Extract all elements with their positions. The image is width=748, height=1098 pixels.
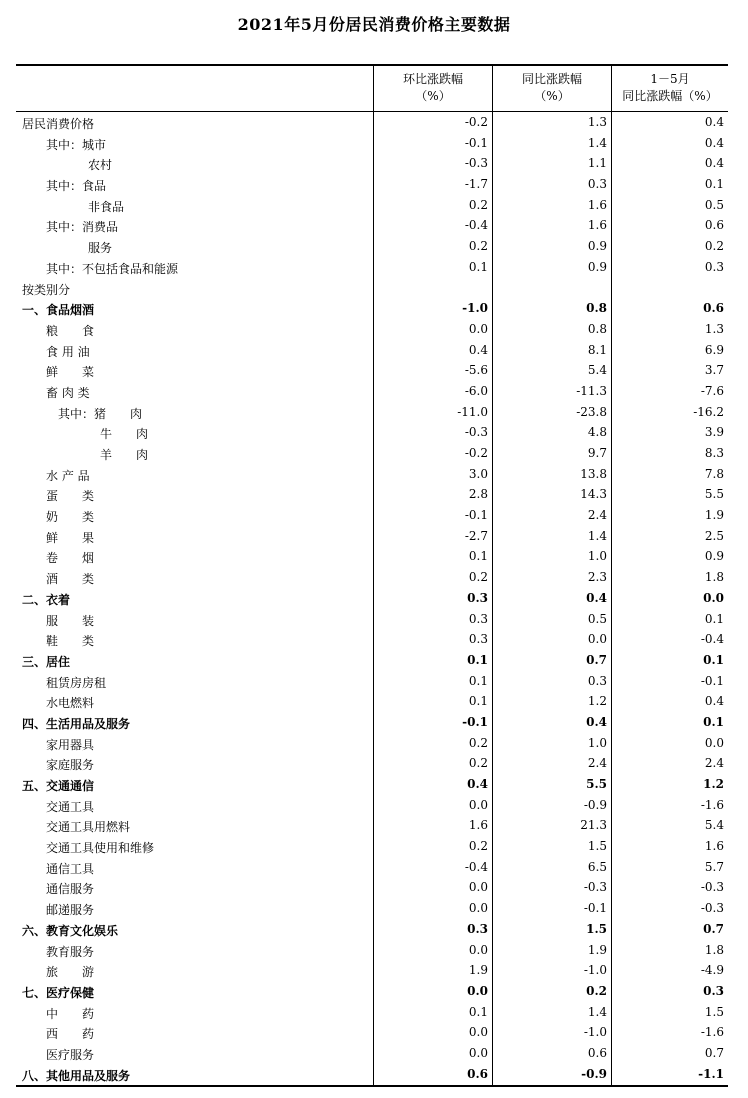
row-label: 五、交通通信: [22, 779, 95, 793]
cell-yoy: -0.1: [583, 901, 607, 916]
cell-mom: 0.1: [468, 549, 488, 564]
cell-ytd: 0.4: [704, 135, 724, 150]
table-body: [16, 112, 728, 1084]
row-label: 家用器具: [46, 737, 95, 752]
cell-mom: -2.7: [464, 528, 488, 543]
cell-ytd: -0.3: [700, 880, 724, 895]
cell-yoy: -23.8: [576, 404, 607, 419]
cell-mom: 0.0: [468, 1025, 488, 1040]
cell-ytd: -0.4: [700, 632, 724, 647]
cell-yoy: 2.4: [587, 756, 607, 771]
cell-mom: 0.2: [468, 735, 488, 750]
table-row: [16, 236, 728, 257]
cell-mom: 0.3: [468, 632, 488, 647]
cell-mom: -0.3: [464, 425, 488, 440]
table-header: [16, 66, 728, 112]
cell-yoy: 5.5: [586, 777, 607, 791]
cell-yoy: 5.4: [587, 363, 607, 378]
cell-yoy: 0.2: [586, 983, 607, 998]
cell-yoy: -1.0: [583, 963, 607, 978]
row-label: 通信工具: [46, 861, 95, 876]
cell-ytd: -1.6: [700, 797, 724, 812]
cell-ytd: 0.0: [704, 735, 724, 750]
table-row: [16, 1022, 728, 1043]
table-row: [16, 1043, 728, 1064]
row-label: 鞋 类: [46, 634, 95, 649]
cpi-table: [16, 64, 728, 1087]
row-label: 其中：猪 肉: [58, 406, 143, 421]
table-row: [16, 940, 728, 961]
cell-ytd: 0.6: [703, 301, 724, 316]
row-label: 羊 肉: [100, 448, 149, 462]
cell-ytd: 1.5: [704, 1004, 724, 1019]
table-row: [16, 567, 728, 588]
cell-ytd: -0.3: [700, 901, 724, 916]
cell-yoy: 1.4: [587, 528, 607, 543]
cell-yoy: 0.8: [586, 301, 607, 316]
cell-ytd: 1.2: [703, 777, 724, 791]
cell-mom: -1.7: [464, 177, 488, 192]
cell-mom: -0.1: [464, 135, 488, 150]
row-label: 牛 肉: [100, 427, 149, 442]
table-row: [16, 650, 728, 671]
row-label: 其中：食品: [46, 179, 107, 194]
cell-yoy: 0.0: [587, 632, 607, 647]
cell-yoy: 0.9: [587, 239, 607, 254]
cell-yoy: 0.3: [587, 673, 607, 688]
table-row: [16, 484, 728, 505]
table-row: [16, 278, 728, 299]
cell-ytd: 1.9: [704, 508, 724, 523]
table-row: [16, 857, 728, 878]
header-yoy-line2: （%）: [534, 89, 570, 103]
row-label: 水电燃料: [46, 696, 95, 711]
table-row: [16, 402, 728, 423]
cell-mom: 0.3: [468, 611, 488, 626]
cell-ytd: 0.1: [704, 611, 724, 626]
table-row: [16, 898, 728, 919]
cell-ytd: 1.8: [704, 942, 724, 957]
row-label: 家庭服务: [46, 758, 95, 773]
table-row: [16, 960, 728, 981]
cell-ytd: -4.9: [700, 963, 724, 978]
cell-mom: -1.0: [462, 301, 488, 316]
row-label: 七、医疗保健: [22, 985, 95, 1000]
cell-mom: 0.0: [468, 942, 488, 957]
row-label: 六、教育文化娱乐: [22, 923, 119, 938]
table-row: [16, 174, 728, 195]
cell-yoy: 0.8: [587, 321, 607, 336]
cell-mom: -11.0: [457, 404, 488, 419]
header-yoy-line1: 同比涨跌幅: [521, 72, 582, 86]
cell-ytd: 0.4: [704, 115, 724, 129]
row-label: 鲜 果: [46, 530, 95, 545]
cell-ytd: 0.1: [703, 652, 724, 667]
cell-mom: 0.1: [467, 652, 488, 667]
table-row: [16, 877, 728, 898]
header-mom-line2: （%）: [415, 89, 451, 103]
cell-mom: -0.2: [464, 446, 488, 460]
cell-mom: 0.2: [468, 756, 488, 771]
table-row: [16, 526, 728, 547]
cell-ytd: -16.2: [693, 404, 724, 419]
cell-ytd: 2.4: [704, 756, 724, 771]
table-row: [16, 836, 728, 857]
row-label: 服 装: [46, 613, 95, 628]
table-row: [16, 298, 728, 319]
header-yoy: [493, 71, 611, 105]
cell-ytd: 6.9: [704, 342, 724, 357]
cell-mom: 0.6: [467, 1066, 488, 1081]
cell-ytd: 5.5: [704, 487, 724, 502]
cell-yoy: 1.0: [587, 549, 607, 564]
cell-yoy: 1.1: [587, 156, 607, 171]
table-row: [16, 733, 728, 754]
cell-yoy: 9.7: [587, 446, 607, 460]
cell-ytd: 0.1: [704, 177, 724, 192]
table-row: [16, 381, 728, 402]
row-label: 按类别分: [22, 282, 71, 297]
cell-ytd: -0.1: [700, 673, 724, 688]
table-row: [16, 464, 728, 485]
table-row: [16, 340, 728, 361]
cell-ytd: 0.7: [703, 921, 724, 936]
cell-mom: 0.0: [468, 797, 488, 812]
cell-yoy: 14.3: [580, 487, 607, 502]
cell-yoy: -0.9: [581, 1066, 607, 1081]
table-row: [16, 1002, 728, 1023]
cell-mom: 1.6: [468, 818, 488, 833]
cell-mom: 0.0: [468, 321, 488, 336]
cell-mom: 0.2: [468, 197, 488, 212]
cell-yoy: 0.3: [587, 177, 607, 192]
row-label: 蛋 类: [46, 489, 95, 504]
cell-ytd: 0.7: [704, 1045, 724, 1060]
row-label: 租赁房房租: [46, 675, 107, 690]
row-label: 居民消费价格: [22, 117, 95, 131]
row-label: 交通工具: [46, 799, 95, 814]
cell-mom: -5.6: [464, 363, 488, 378]
table-row: [16, 505, 728, 526]
cell-yoy: 1.4: [587, 135, 607, 150]
cell-mom: -0.3: [464, 156, 488, 171]
table-row: [16, 1064, 728, 1085]
cell-yoy: 1.6: [587, 197, 607, 212]
table-row: [16, 360, 728, 381]
cell-yoy: -1.0: [583, 1025, 607, 1040]
row-label: 八、其他用品及服务: [22, 1068, 131, 1083]
cell-yoy: 4.8: [587, 425, 607, 440]
cell-ytd: 0.3: [704, 259, 724, 274]
cell-yoy: 6.5: [587, 859, 607, 874]
header-mom-line1: 环比涨跌幅: [402, 72, 463, 86]
cell-ytd: 0.4: [704, 156, 724, 171]
table-row: [16, 215, 728, 236]
row-label: 农村: [88, 158, 113, 173]
row-label: 水 产 品: [46, 468, 90, 483]
row-label: 其中：消费品: [46, 220, 119, 235]
table-row: [16, 153, 728, 174]
row-label: 食 用 油: [46, 344, 90, 359]
cell-yoy: 1.0: [587, 735, 607, 750]
cell-ytd: 5.7: [704, 859, 724, 874]
row-label: 奶 类: [46, 510, 95, 525]
cell-ytd: 8.3: [704, 446, 724, 460]
row-label: 鲜 菜: [46, 365, 95, 380]
cell-yoy: 0.9: [587, 259, 607, 274]
cell-yoy: 1.4: [587, 1004, 607, 1019]
table-row: [16, 774, 728, 795]
cell-mom: 0.1: [468, 673, 488, 688]
cell-ytd: 0.3: [703, 983, 724, 998]
cell-mom: 0.0: [468, 880, 488, 895]
cell-yoy: 1.6: [587, 218, 607, 233]
cell-yoy: 0.4: [586, 590, 607, 605]
cell-yoy: 2.4: [587, 508, 607, 523]
cell-mom: 0.2: [468, 570, 488, 585]
cell-ytd: 0.6: [704, 218, 724, 233]
row-label: 其中：不包括食品和能源: [46, 261, 179, 276]
cell-yoy: 1.2: [587, 694, 607, 709]
cell-ytd: 0.2: [704, 239, 724, 254]
cell-yoy: -0.9: [583, 797, 607, 812]
cell-ytd: 0.1: [703, 714, 724, 729]
cell-mom: -0.4: [464, 218, 488, 233]
table-row: [16, 319, 728, 340]
cell-mom: -0.1: [464, 508, 488, 523]
cell-yoy: -0.3: [583, 880, 607, 895]
header-ytd-line2: 同比涨跌幅（%）: [622, 89, 718, 103]
cell-mom: -0.1: [462, 714, 488, 729]
cell-ytd: 1.3: [704, 321, 724, 336]
cell-ytd: 0.9: [704, 549, 724, 564]
header-ytd-line1: 1－5月: [650, 72, 690, 86]
table-row: [16, 712, 728, 733]
cell-yoy: 1.3: [587, 115, 607, 129]
cell-ytd: 0.5: [704, 197, 724, 212]
table-row: [16, 671, 728, 692]
cell-ytd: 5.4: [704, 818, 724, 833]
cell-mom: 0.0: [468, 901, 488, 916]
row-label: 其中：城市: [46, 137, 107, 152]
table-row: [16, 588, 728, 609]
cell-mom: 0.0: [468, 1045, 488, 1060]
table-row: [16, 629, 728, 650]
cell-yoy: 0.4: [586, 714, 607, 729]
cell-yoy: -11.3: [576, 383, 607, 398]
cell-ytd: -1.1: [698, 1066, 724, 1081]
cell-mom: 0.3: [467, 590, 488, 605]
cell-yoy: 1.5: [587, 839, 607, 854]
row-label: 一、食品烟酒: [22, 303, 95, 318]
row-label: 卷 烟: [46, 551, 95, 566]
cell-mom: -0.4: [464, 859, 488, 874]
cell-mom: 0.2: [468, 839, 488, 854]
cell-mom: 0.4: [468, 342, 488, 357]
cell-yoy: 21.3: [580, 818, 607, 833]
cell-yoy: 0.6: [587, 1045, 607, 1060]
row-label: 粮 食: [46, 323, 95, 338]
cell-yoy: 0.5: [587, 611, 607, 626]
cell-ytd: 7.8: [704, 466, 724, 481]
row-label: 三、居住: [22, 654, 71, 669]
table-row: [16, 443, 728, 464]
table-row: [16, 546, 728, 567]
cell-ytd: 3.9: [704, 425, 724, 440]
table-row: [16, 815, 728, 836]
row-label: 二、衣着: [22, 592, 71, 607]
table-row: [16, 795, 728, 816]
page-title: 2021年5月份居民消费价格主要数据: [237, 15, 511, 34]
table-row: [16, 609, 728, 630]
cell-yoy: 0.7: [586, 652, 607, 667]
row-label: 教育服务: [46, 944, 95, 959]
row-label: 非食品: [88, 199, 125, 214]
cell-mom: -6.0: [464, 383, 488, 398]
cell-mom: 0.2: [468, 239, 488, 254]
row-label: 四、生活用品及服务: [22, 716, 131, 731]
cell-ytd: 0.4: [704, 694, 724, 709]
cell-mom: 0.4: [467, 777, 488, 791]
cell-mom: -0.2: [464, 115, 488, 129]
cell-mom: 2.8: [468, 487, 488, 502]
table-row: [16, 133, 728, 154]
header-ytd: [612, 71, 728, 105]
table-row: [16, 753, 728, 774]
row-label: 邮递服务: [46, 903, 95, 918]
row-label: 旅 游: [46, 965, 95, 980]
cell-ytd: 3.7: [704, 363, 724, 378]
cell-ytd: -1.6: [700, 1025, 724, 1040]
cell-ytd: 1.8: [704, 570, 724, 585]
cell-ytd: 0.0: [703, 590, 724, 605]
table-row: [16, 919, 728, 940]
cell-mom: 0.3: [467, 921, 488, 936]
cell-ytd: 1.6: [704, 839, 724, 854]
cell-yoy: 2.3: [587, 570, 607, 585]
row-label: 畜 肉 类: [46, 385, 90, 400]
table-row: [16, 691, 728, 712]
table-row: [16, 981, 728, 1002]
header-mom: [374, 71, 492, 105]
row-label: 医疗服务: [46, 1047, 95, 1062]
table-row: [16, 195, 728, 216]
row-label: 西 药: [46, 1027, 95, 1042]
row-label: 通信服务: [46, 882, 95, 897]
table-row: [16, 112, 728, 133]
cell-ytd: -7.6: [700, 383, 724, 398]
table-row: [16, 422, 728, 443]
cell-ytd: 2.5: [704, 528, 724, 543]
cell-mom: 0.1: [468, 1004, 488, 1019]
cell-yoy: 1.5: [586, 921, 607, 936]
row-label: 服务: [88, 241, 113, 256]
cell-yoy: 1.9: [587, 942, 607, 957]
cell-mom: 1.9: [468, 963, 488, 978]
row-label: 交通工具用燃料: [46, 820, 131, 835]
cell-mom: 0.0: [467, 983, 488, 998]
row-label: 交通工具使用和维修: [46, 841, 155, 856]
table-row: [16, 257, 728, 278]
cell-yoy: 13.8: [580, 466, 607, 481]
row-label: 酒 类: [46, 572, 95, 587]
cell-mom: 0.1: [468, 259, 488, 274]
cell-yoy: 8.1: [587, 342, 607, 357]
row-label: 中 药: [46, 1006, 95, 1021]
cell-mom: 0.1: [468, 694, 488, 709]
cell-mom: 3.0: [468, 466, 488, 481]
